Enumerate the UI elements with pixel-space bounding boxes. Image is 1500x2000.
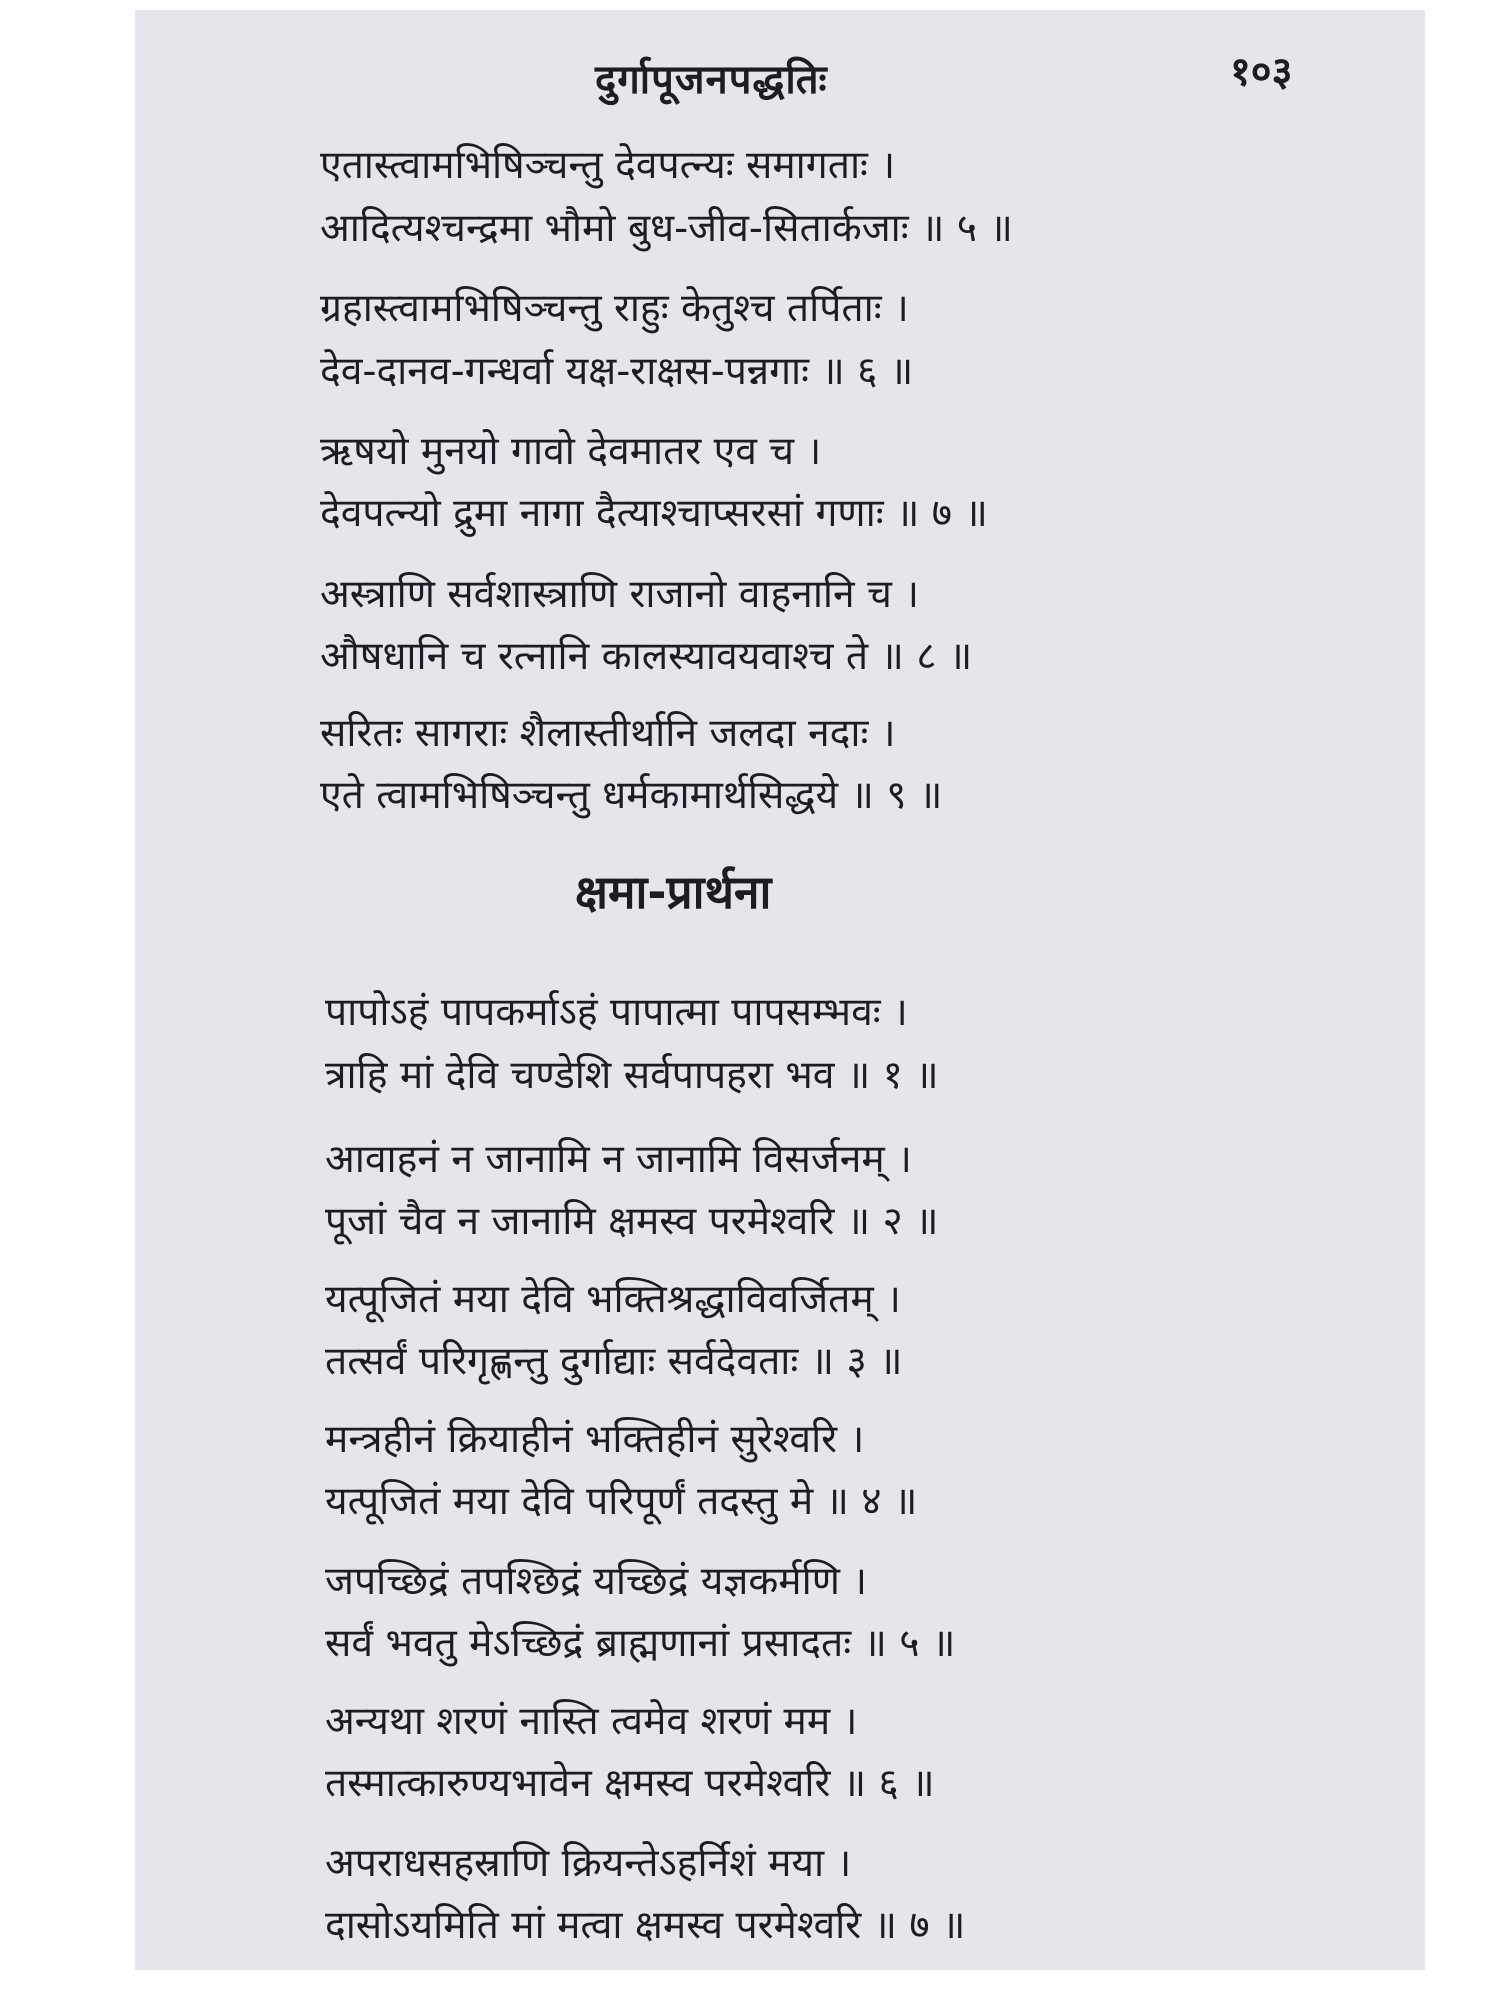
verse-line: दासोऽयमिति मां मत्वा क्षमस्व परमेश्वरि ॥ ७ ॥ xyxy=(325,1903,966,1948)
section-heading: क्षमा-प्रार्थना xyxy=(575,865,772,919)
verse-line: औषधानि च रत्नानि कालस्यावयवाश्च ते ॥ ८ ॥ xyxy=(320,634,973,679)
verse-line: सरितः सागराः शैलास्तीर्थानि जलदा नदाः । xyxy=(320,711,896,756)
verse-line: एते त्वामभिषिञ्चन्तु धर्मकामार्थसिद्धये ॥ ९ ॥ xyxy=(320,773,943,818)
verse-line: देव-दानव-गन्धर्वा यक्ष-राक्षस-पन्नगाः ॥ ६ ॥ xyxy=(320,349,914,394)
verse-line: यत्पूजितं मया देवि परिपूर्णं तदस्तु मे ॥ ४ ॥ xyxy=(325,1479,918,1524)
verse-line: ऋषयो मुनयो गावो देवमातर एव च । xyxy=(320,429,822,474)
verse-line: एतास्त्वामभिषिञ्चन्तु देवपत्न्यः समागताः । xyxy=(320,143,896,188)
verse-line: आदित्यश्चन्द्रमा भौमो बुध-जीव-सितार्कजाः ॥ ५ ॥ xyxy=(320,206,1013,251)
verse-line: अन्यथा शरणं नास्ति त्वमेव शरणं मम । xyxy=(325,1699,858,1744)
verse-line: मन्त्रहीनं क्रियाहीनं भक्तिहीनं सुरेश्वरि । xyxy=(325,1417,865,1462)
verse-line: तत्सर्वं परिगृह्णन्तु दुर्गाद्याः सर्वदेवताः ॥ ३ ॥ xyxy=(325,1339,903,1384)
verse-line: पापोऽहं पापकर्माऽहं पापात्मा पापसम्भवः । xyxy=(325,990,908,1035)
verse-line: जपच्छिद्रं तपश्छिद्रं यच्छिद्रं यज्ञकर्मणि । xyxy=(325,1559,868,1604)
verse-line: अस्त्राणि सर्वशास्त्राणि राजानो वाहनानि च । xyxy=(320,572,920,617)
verse-line: अपराधसहस्राणि क्रियन्तेऽहर्निशं मया । xyxy=(325,1841,852,1886)
verse-line: यत्पूजितं मया देवि भक्तिश्रद्धाविवर्जितम् । xyxy=(325,1277,901,1322)
verse-line: त्राहि मां देवि चण्डेशि सर्वपापहरा भव ॥ १ ॥ xyxy=(325,1053,939,1098)
verse-line: देवपत्न्यो द्रुमा नागा दैत्याश्चाप्सरसां गणाः ॥ ७ ॥ xyxy=(320,491,988,536)
page-number: १०३ xyxy=(1230,49,1293,95)
verse-line: आवाहनं न जानामि न जानामि विसर्जनम् । xyxy=(325,1137,912,1182)
verse-line: तस्मात्कारुण्यभावेन क्षमस्व परमेश्वरि ॥ ६ ॥ xyxy=(325,1761,935,1806)
verse-line: पूजां चैव न जानामि क्षमस्व परमेश्वरि ॥ २ ॥ xyxy=(325,1199,939,1244)
running-header-title: दुर्गापूजनपद्धतिः xyxy=(595,57,828,103)
verse-line: ग्रहास्त्वामभिषिञ्चन्तु राहुः केतुश्च तर्पिताः । xyxy=(320,286,909,331)
book-page xyxy=(135,10,1425,1970)
verse-line: सर्वं भवतु मेऽच्छिद्रं ब्राह्मणानां प्रसादतः ॥ ५ ॥ xyxy=(325,1621,956,1666)
